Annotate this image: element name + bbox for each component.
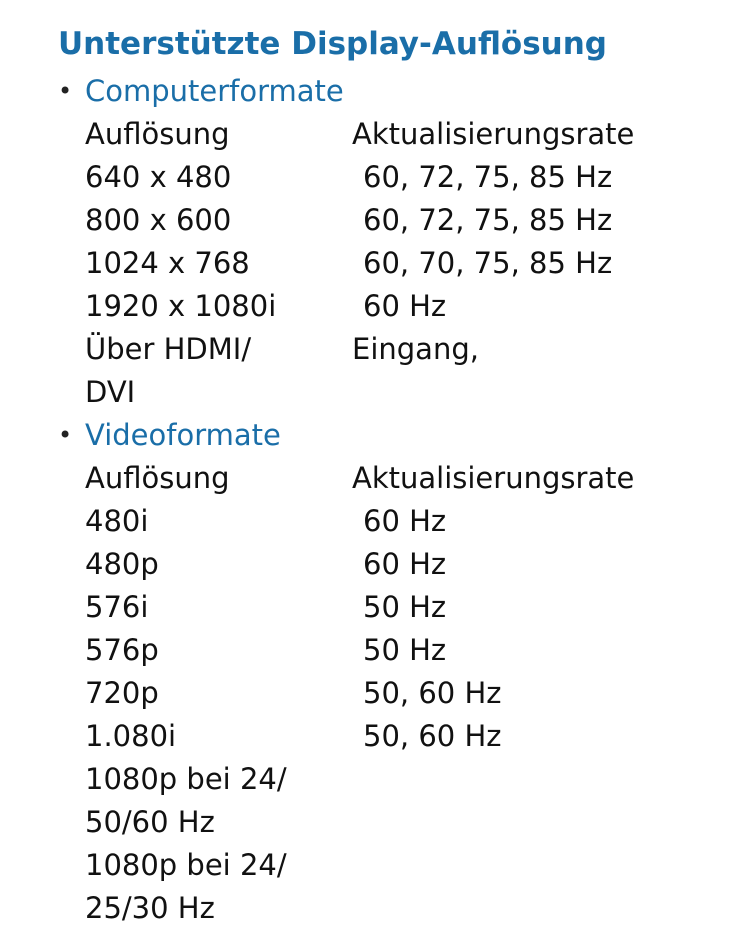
resolution-cell: 1024 x 768 (85, 246, 250, 280)
extra-format-row (58, 844, 728, 887)
rate-column-header: Aktualisierungsrate (352, 461, 635, 495)
table-row (58, 285, 728, 328)
resolution-column-header: Auflösung (85, 461, 230, 495)
table-row (58, 629, 728, 672)
note-text: Über HDMI/ (85, 332, 252, 366)
note-text: DVI (85, 375, 136, 409)
rate-cell: 50 Hz (363, 633, 447, 667)
resolution-cell: 640 x 480 (85, 160, 232, 194)
resolution-cell: 480i (85, 504, 149, 538)
extra-format-text: 50/60 Hz (85, 805, 215, 839)
video-formats-heading: Videoformate (85, 418, 281, 452)
rate-cell: 50, 60 Hz (363, 719, 502, 753)
table-row (58, 199, 728, 242)
rate-column-header: Aktualisierungsrate (352, 117, 635, 151)
video-formats-section (58, 414, 728, 930)
extra-format-row (58, 887, 728, 930)
rate-cell: 50, 60 Hz (363, 676, 502, 710)
video-formats-heading-row (58, 414, 728, 457)
table-row (58, 242, 728, 285)
table-row (58, 500, 728, 543)
resolution-cell: 576p (85, 633, 159, 667)
note-row (58, 371, 728, 414)
rate-cell: 50 Hz (363, 590, 447, 624)
resolution-cell: 800 x 600 (85, 203, 232, 237)
extra-format-text: 1080p bei 24/ (85, 848, 287, 882)
resolution-cell: 576i (85, 590, 149, 624)
computer-formats-section (58, 70, 728, 414)
resolution-cell: 480p (85, 547, 159, 581)
resolution-cell: 720p (85, 676, 159, 710)
extra-format-text: 1080p bei 24/ (85, 762, 287, 796)
rate-cell: 60 Hz (363, 289, 447, 323)
table-row (58, 156, 728, 199)
extra-format-row (58, 801, 728, 844)
table-row (58, 586, 728, 629)
page-title: Unterstützte Display-Auflösung (58, 26, 607, 62)
note-text: Eingang, (352, 332, 479, 366)
resolution-cell: 1920 x 1080i (85, 289, 277, 323)
table-header-row (58, 113, 728, 156)
computer-formats-heading: Computerformate (85, 74, 344, 108)
table-row (58, 672, 728, 715)
table-row (58, 543, 728, 586)
note-row (58, 328, 728, 371)
computer-formats-heading-row (58, 70, 728, 113)
rate-cell: 60, 70, 75, 85 Hz (363, 246, 613, 280)
table-header-row (58, 457, 728, 500)
resolution-column-header: Auflösung (85, 117, 230, 151)
bullet-icon: • (58, 421, 73, 449)
resolution-cell: 1.080i (85, 719, 177, 753)
extra-format-text: 25/30 Hz (85, 891, 215, 925)
rate-cell: 60, 72, 75, 85 Hz (363, 203, 613, 237)
rate-cell: 60 Hz (363, 504, 447, 538)
table-row (58, 715, 728, 758)
bullet-icon: • (58, 77, 73, 105)
rate-cell: 60 Hz (363, 547, 447, 581)
extra-format-row (58, 758, 728, 801)
rate-cell: 60, 72, 75, 85 Hz (363, 160, 613, 194)
